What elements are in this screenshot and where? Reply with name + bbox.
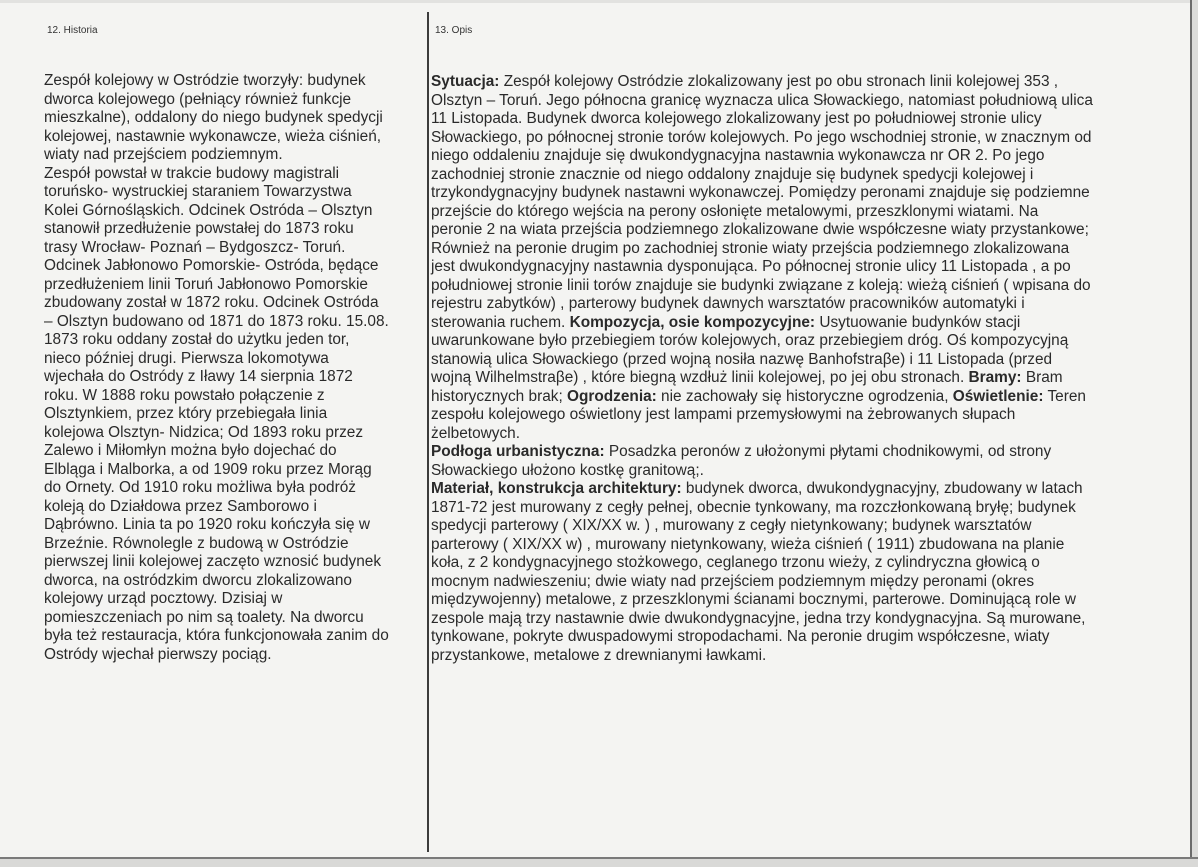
description-line bbox=[431, 332, 1171, 351]
history-line: do Ornety. Od 1910 roku możliwa była podróż bbox=[44, 479, 356, 496]
history-header: 12. Historia bbox=[47, 25, 98, 36]
description-text-run: rejestru zabytków) , parterowy budynek dawnych warsztatów pracowników automatyki i bbox=[431, 295, 1025, 312]
description-line bbox=[431, 406, 1171, 425]
history-line: Olsztynkiem, przez który przebiegała linia bbox=[44, 405, 328, 422]
description-line bbox=[431, 295, 1171, 314]
description-text-run: przejście do którego wejścia na perony osłonięte metalowymi, przeszklonymi wiatami. Na bbox=[431, 202, 1039, 220]
description-text-run: historycznych brak; bbox=[431, 387, 567, 405]
history-line: była też restauracja, która funkcjonowała zanim do bbox=[44, 627, 389, 644]
bottom-edge bbox=[0, 859, 1198, 867]
history-line: stanowił przedłużenie powstałej do 1873 roku bbox=[44, 220, 354, 237]
description-text-run: Olsztyn – Toruń. Jego północna granicę wyznacza ulica Słowackiego, natomiast południową ulica bbox=[431, 91, 1093, 109]
description-line bbox=[431, 610, 1171, 629]
history-line: pierwszej linii kolejowej zaczęto wznosić budynek bbox=[44, 553, 382, 570]
history-line: Kolei Górnośląskich. Odcinek Ostróda – Olsztyn bbox=[44, 201, 373, 219]
description-text-run: jest dwukondygnacyjny nastawnia dysponująca. Po północnej stronie ulicy 11 Listopada , a po bbox=[431, 258, 1071, 275]
description-text-run: zespołu kolejowego oświetlony jest lampami przemysłowymi na żebrowanych słupach bbox=[431, 406, 1016, 423]
description-text-run: Bram bbox=[1021, 369, 1063, 386]
history-line: Zalewo i Miłomłyn można było dojechać do bbox=[44, 442, 337, 459]
history-line: Ostródy wjechał pierwszy pociąg. bbox=[44, 645, 272, 663]
description-line bbox=[431, 277, 1171, 296]
description-text-run: sterowania ruchem. bbox=[431, 313, 570, 331]
description-line bbox=[431, 184, 1171, 203]
description-text-run: Również na peronie drugim po zachodniej stronie wiaty przejścia podziemnego zlokalizowana bbox=[431, 239, 1070, 257]
description-text bbox=[431, 73, 1171, 665]
description-text-run: Słowackiego ułożono kostkę granitową;. bbox=[431, 461, 704, 479]
history-line: kolejowy urząd pocztowy. Dzisiaj w bbox=[44, 590, 283, 607]
description-text-run: Teren bbox=[1043, 387, 1086, 405]
history-line: Elbląga i Malborka, a od 1909 roku przez Morąg bbox=[44, 460, 372, 478]
description-text-run: tynkowane, pokryte dwuspadowymi stropodachami. Na peronie drugim współczesne, wiaty bbox=[431, 628, 1050, 645]
description-line bbox=[431, 92, 1171, 111]
description-line bbox=[431, 517, 1171, 536]
description-line bbox=[431, 369, 1171, 388]
description-text-run: 1871-72 jest murowany z cegły pełnej, obecnie tynkowany, ma rozczłonkowaną bryłę; budynek bbox=[431, 498, 1076, 516]
history-line: zbudowany został w 1872 roku. Odcinek Ostróda bbox=[44, 294, 379, 311]
description-text-run: peronie 2 na wiata przejścia podziemnego zlokalizowane dwie współczesne wiaty przystankowe; bbox=[431, 221, 1089, 238]
top-edge bbox=[0, 0, 1198, 3]
description-text-run: budynek dworca, dwukondygnacyjny, zbudowany w latach bbox=[681, 480, 1083, 497]
description-line bbox=[431, 129, 1171, 148]
description-header: 13. Opis bbox=[435, 25, 473, 36]
description-text-run: Posadzka peronów z ułożonymi płytami chodnikowymi, od strony bbox=[604, 443, 1052, 460]
history-line: nieco później drugi. Pierwsza lokomotywa bbox=[44, 349, 329, 367]
description-line bbox=[431, 591, 1171, 610]
description-line bbox=[431, 258, 1171, 277]
description-text-run: stanowią ulica Słowackiego (przed wojną nosiła nazwę Banhofstraβe) i 11 Listopada (przed bbox=[431, 350, 1053, 368]
description-text-run: południowej stronie linii torów znajduje sie budynki związane z koleją: wieżą ciśnień ( wpisana do bbox=[431, 276, 1091, 294]
description-text-run: przystankowe, metalowe z drewnianymi ławkami. bbox=[431, 646, 767, 664]
description-line bbox=[431, 166, 1171, 185]
description-line bbox=[431, 221, 1171, 240]
description-line bbox=[431, 480, 1171, 499]
description-text-run: spedycji parterowy ( XIX/XX w. ) , murowany z cegły nietynkowany; budynek warsztatów bbox=[431, 517, 1032, 534]
description-text-run: zespole mają trzy nastawnie dwie dwukondygnacyjne, jedna trzy kondygnacyjna. Są murowane, bbox=[431, 609, 1086, 627]
description-line bbox=[431, 573, 1171, 592]
description-line bbox=[431, 73, 1171, 92]
history-line: Dąbrówno. Linia ta po 1920 roku kończyła się w bbox=[44, 516, 370, 533]
description-line bbox=[431, 425, 1171, 444]
description-text-run: zachodniej stronie znacznie od niego oddalony znajduje się budynek spedycji kolejowej i bbox=[431, 165, 1034, 183]
description-text-run: 11 Listopada. Budynek dworca kolejowego zlokalizowany jest po południowej stronie ulicy bbox=[431, 110, 1042, 127]
history-line: przedłużeniem linii Toruń Jabłonowo Pomorskie bbox=[44, 275, 368, 293]
history-line: 1873 roku oddany został do użytku jeden tor, bbox=[44, 331, 350, 348]
section-label: Bramy: bbox=[968, 369, 1022, 386]
history-text bbox=[44, 72, 420, 664]
right-edge bbox=[1192, 0, 1198, 867]
description-text-run: żelbetowych. bbox=[431, 424, 520, 442]
description-text-run: nie zachowały się historyczne ogrodzenia, bbox=[656, 387, 953, 405]
history-line: kolejowej, nastawnie wykonawcze, wieża ciśnień, bbox=[44, 127, 382, 145]
history-line: – Olsztyn budowano od 1871 do 1873 roku. 15.08. bbox=[44, 312, 389, 330]
history-line: mieszkalne), oddalony do niego budynek spedycji bbox=[44, 109, 383, 126]
description-line bbox=[431, 443, 1171, 462]
description-line bbox=[431, 554, 1171, 573]
description-line bbox=[431, 536, 1171, 555]
description-text-run: koła, z 2 kondygnacyjnego stożkowego, ceglanego trzonu wieży, z cylindryczna głowicą o bbox=[431, 554, 1040, 571]
history-line: Zespół kolejowy w Ostródzie tworzyły: budynek bbox=[44, 72, 366, 89]
description-text-run: Słowackiego, po północnej stronie torów kolejowych. Po jego wschodniej stronie, w znacznym od bbox=[431, 128, 1092, 146]
history-line: wjechała do Ostródy z Iławy 14 sierpnia 1872 bbox=[44, 368, 353, 385]
description-text-run: trzykondygnacyjny budynek nastawni wykonawczej. Pomiędzy peronami znajduje się podziemne bbox=[431, 184, 1090, 201]
description-line bbox=[431, 314, 1171, 333]
section-label: Kompozycja, osie kompozycyjne: bbox=[569, 313, 816, 331]
history-line: roku. W 1888 roku powstało połączenie z bbox=[44, 386, 325, 404]
history-line: dworca kolejowego (pełniący również funkcje bbox=[44, 90, 352, 108]
history-line: toruńsko- wystruckiej staraniem Towarzystwa bbox=[44, 183, 352, 200]
description-line bbox=[431, 628, 1171, 647]
history-line: Brzeźnie. Równolegle z budową w Ostródzie bbox=[44, 534, 349, 552]
section-label: Materiał, konstrukcja architektury: bbox=[431, 480, 682, 497]
description-text-run: międzywojenny) metalowe, z przeszklonymi ścianami bocznymi, parterowe. Dominującą role w bbox=[431, 591, 1076, 608]
description-line bbox=[431, 203, 1171, 222]
history-line: wiaty nad przejściem podziemnym. bbox=[44, 146, 283, 163]
history-line: koleją do Działdowa przez Samborowo i bbox=[44, 497, 317, 515]
description-text-run: niego oddaleniu znajduje się dwukondygnacyjna nastawnia wykonawcza nr OR 2. Po jego bbox=[431, 147, 1045, 164]
description-line bbox=[431, 499, 1171, 518]
description-text-run: wojną Wilhelmstraβe) , które biegną wzdłuż linii kolejowej, po jej obu stronach. bbox=[431, 369, 969, 386]
description-line bbox=[431, 240, 1171, 259]
history-line: kolejowa Olsztyn- Nidzica; Od 1893 roku przez bbox=[44, 423, 364, 441]
section-label: Podłoga urbanistyczna: bbox=[431, 443, 605, 460]
history-line: Zespół powstał w trakcie budowy magistrali bbox=[44, 164, 340, 182]
history-line: pomieszczeniach po nim są toalety. Na dworcu bbox=[44, 608, 364, 626]
description-line bbox=[431, 388, 1171, 407]
section-label: Oświetlenie: bbox=[952, 387, 1044, 405]
column-divider bbox=[427, 12, 429, 852]
history-line: trasy Wrocław- Poznań – Bydgoszcz- Toruń. bbox=[44, 238, 346, 256]
description-text-run: Usytuowanie budynków stacji bbox=[815, 313, 1021, 331]
description-text-run: uwarunkowane było przebiegiem torów kolejowych, oraz przebiegiem dróg. Oś kompozycyjną bbox=[431, 332, 1069, 349]
description-text-run: Zespół kolejowy Ostródzie zlokalizowany jest po obu stronach linii kolejowej 353 , bbox=[499, 73, 1059, 90]
history-line: Odcinek Jabłonowo Pomorskie- Ostróda, będące bbox=[44, 257, 379, 274]
section-label: Sytuacja: bbox=[431, 73, 500, 90]
description-text-run: parterowy ( XIX/XX w) , murowany nietynkowany, wieża ciśnień ( 1911) zbudowana na planie bbox=[431, 535, 1065, 553]
description-line bbox=[431, 110, 1171, 129]
description-line bbox=[431, 647, 1171, 666]
section-label: Ogrodzenia: bbox=[567, 387, 657, 405]
description-line bbox=[431, 351, 1171, 370]
description-line bbox=[431, 147, 1171, 166]
description-line bbox=[431, 462, 1171, 481]
history-line: dworca, na ostródzkim dworcu zlokalizowano bbox=[44, 571, 352, 589]
description-text-run: mocnym nadwieszeniu; dwie wiaty nad przejściem podziemnym między peronami (okres bbox=[431, 572, 1035, 590]
